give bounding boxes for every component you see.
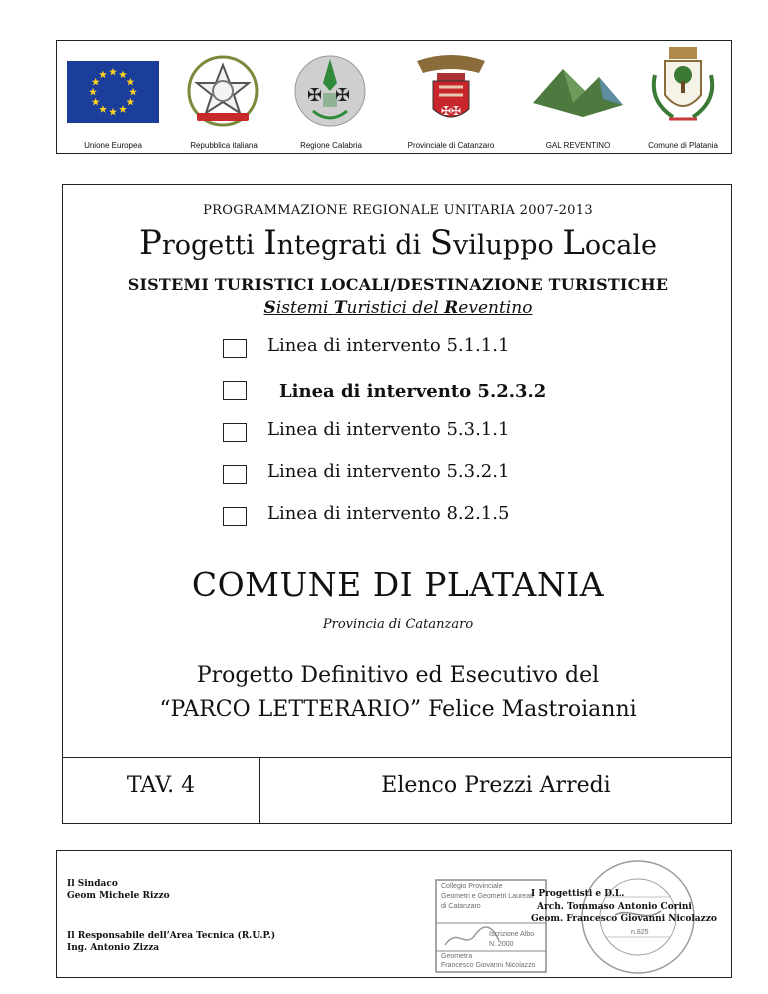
provincia-subtitle: Provincia di Catanzaro xyxy=(322,617,474,632)
linea-label: Linea di intervento 5.2.3.2 xyxy=(279,381,547,402)
linea-item xyxy=(223,461,643,503)
stamp-line: di Catanzaro xyxy=(441,903,481,910)
title-block xyxy=(62,184,732,824)
catanzaro-emblem-icon xyxy=(413,51,489,131)
linea-label: Linea di intervento 5.3.1.1 xyxy=(267,419,510,440)
svg-text:✠: ✠ xyxy=(335,85,351,106)
rup-title: Il Responsabile dell’Area Tecnica (R.U.P.) xyxy=(67,931,276,941)
logo-caption-platania: Comune di Platania xyxy=(648,141,718,150)
sindaco-name: Geom Michele Rizzo xyxy=(67,891,170,901)
linea-checkbox[interactable] xyxy=(223,465,247,484)
reventino-word-1: istemi xyxy=(275,298,334,318)
pisl-word-3: viluppo xyxy=(453,230,563,261)
round-stamp-number: n.825 xyxy=(631,929,649,936)
svg-text:✠✠: ✠✠ xyxy=(441,104,462,118)
pisl-initial-l: L xyxy=(562,223,585,263)
linea-item xyxy=(223,503,643,545)
stamp-line: Geometra xyxy=(441,953,473,960)
italian-emblem-icon xyxy=(183,51,263,131)
reventino-initial-t: T xyxy=(333,298,347,318)
logo-caption-catanzaro: Provinciale di Catanzaro xyxy=(407,141,495,150)
linea-label: Linea di intervento 5.1.1.1 xyxy=(267,335,510,356)
reventino-word-3: eventino xyxy=(458,298,533,318)
linee-intervento-list xyxy=(223,335,643,545)
programme-heading: PROGRAMMAZIONE REGIONALE UNITARIA 2007-2013 xyxy=(203,203,593,218)
pisl-initial-s: S xyxy=(429,223,454,263)
divider xyxy=(63,757,731,758)
stamp-line: Collegio Provinciale xyxy=(441,883,503,890)
logo-caption-gal: GAL REVENTINO xyxy=(545,141,611,150)
logo-caption-eu: Unione Europea xyxy=(84,141,142,150)
stamp-line: Francesco Giovanni Nicolazzo xyxy=(441,962,536,969)
sistemi-heading: SISTEMI TURISTICI LOCALI/DESTINAZIONE TURISTICHE xyxy=(127,275,669,294)
progetto-title-line2: “PARCO LETTERARIO” Felice Mastroianni xyxy=(159,697,637,722)
stamp-line: Iscrizione Albo xyxy=(489,931,535,938)
logo-caption-calabria: Regione Calabria xyxy=(300,141,362,150)
linea-checkbox[interactable] xyxy=(223,339,247,358)
pisl-word-4: ocale xyxy=(584,230,658,261)
linea-item xyxy=(223,377,643,419)
pisl-initial-p: P xyxy=(138,223,162,263)
comune-title: COMUNE DI PLATANIA xyxy=(191,565,605,604)
pisl-word-2: ntegrati di xyxy=(276,230,430,261)
pisl-title xyxy=(63,221,733,268)
stamp-line: N. 2000 xyxy=(489,941,514,948)
progettista-name: Arch. Tommaso Antonio Corini xyxy=(537,902,692,912)
sindaco-title: Il Sindaco xyxy=(67,879,118,889)
svg-text:✠: ✠ xyxy=(307,85,323,106)
linea-item xyxy=(223,335,643,377)
reventino-subtitle xyxy=(63,298,733,318)
reventino-initial-s: S xyxy=(263,298,276,318)
logo-caption-italia: Repubblica italiana xyxy=(190,141,258,150)
calabria-emblem-icon xyxy=(293,53,367,129)
logo-strip xyxy=(56,40,732,154)
eu-flag-icon xyxy=(67,61,159,123)
tavola-number: TAV. 4 xyxy=(126,773,196,798)
reventino-word-2: uristici del xyxy=(346,298,445,318)
linea-checkbox[interactable] xyxy=(223,507,247,526)
tavola-title: Elenco Prezzi Arredi xyxy=(381,773,611,798)
linea-label: Linea di intervento 8.2.1.5 xyxy=(267,503,510,524)
pisl-word-1: rogetti xyxy=(161,230,264,261)
rup-name: Ing. Antonio Zizza xyxy=(67,943,160,953)
linea-checkbox[interactable] xyxy=(223,423,247,442)
reventino-initial-r: R xyxy=(444,298,459,318)
linea-label: Linea di intervento 5.3.2.1 xyxy=(267,461,510,482)
progettista-name: Geom. Francesco Giovanni Nicolazzo xyxy=(531,914,717,924)
linea-item xyxy=(223,419,643,461)
linea-checkbox[interactable] xyxy=(223,381,247,400)
progettisti-title: I Progettisti e D.L. xyxy=(531,889,625,899)
pisl-initial-i: I xyxy=(263,223,277,263)
progetto-title-line1: Progetto Definitivo ed Esecutivo del xyxy=(196,663,600,688)
signature-block xyxy=(56,850,732,978)
platania-emblem-icon xyxy=(643,45,723,135)
stamp-line: Geometri e Geometri Laureati xyxy=(441,893,534,900)
gal-reventino-logo-icon xyxy=(533,63,623,119)
